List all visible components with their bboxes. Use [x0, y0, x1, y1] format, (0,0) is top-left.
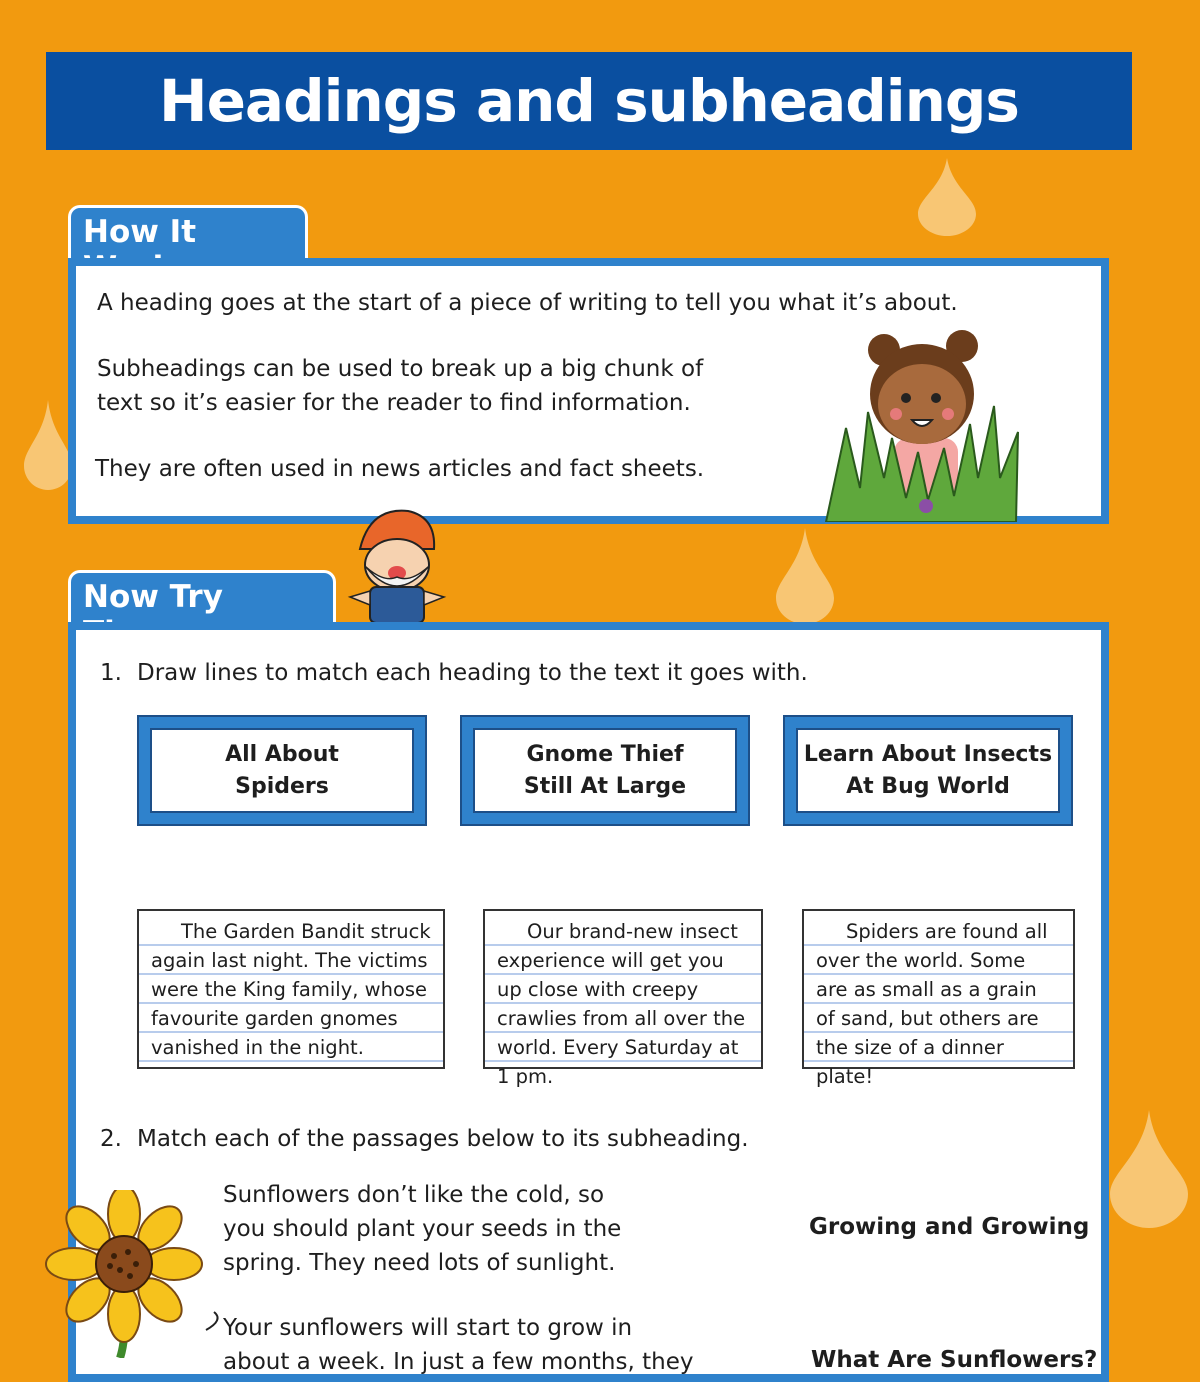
title-banner [46, 52, 1132, 150]
explanation-subheadings-line2: text so it’s easier for the reader to find information. [97, 390, 691, 416]
question1-number: 1. [100, 660, 122, 686]
droplet-decoration [776, 528, 834, 624]
heading-text: Gnome Thief Still At Large [473, 728, 737, 813]
how-it-works-content [76, 266, 1101, 516]
heading-box[interactable] [137, 715, 427, 826]
question2-prompt: Match each of the passages below to its subheading. [137, 1126, 749, 1152]
heading-text: Learn About Insects At Bug World [796, 728, 1060, 813]
explanation-heading: A heading goes at the start of a piece of writing to tell you what it’s about. [97, 290, 958, 316]
sunflower-passage2-line1: Your sunflowers will start to grow in [223, 1315, 633, 1341]
how-it-works-tab: How It [68, 205, 308, 267]
heading-text: All About Spiders [150, 728, 414, 813]
droplet-decoration [918, 158, 976, 236]
page-title: Headings and subheadings [159, 67, 1019, 135]
passage-box[interactable] [483, 909, 763, 1088]
question1-prompt: Draw lines to match each heading to the text it goes with. [137, 660, 808, 686]
passage-text: Our brand-new insect experience will get you up close with creepy crawlies from all over the world. Every Saturday at 1 pm. [497, 920, 746, 1088]
heading-box[interactable] [783, 715, 1073, 826]
now-try-these-content [76, 630, 1101, 1374]
sunflower-passage2-line2: about a week. In just a few months, they [223, 1349, 694, 1375]
passage-text: Spiders are found all over the world. Some are as small as a grain of sand, but others are the size of a dinner plate! [816, 920, 1048, 1088]
explanation-usage: They are often used in news articles and fact sheets. [95, 456, 705, 482]
passage-box[interactable] [137, 909, 445, 1069]
question2-number: 2. [100, 1126, 122, 1152]
droplet-decoration [1110, 1110, 1188, 1228]
explanation-subheadings-line1: Subheadings can be used to break up a big chunk of [97, 356, 704, 382]
sunflower-passage1-line1: Sunflowers don’t like the cold, so [223, 1182, 605, 1208]
passage-text: The Garden Bandit struck again last night. The victims were the King family, whose favourite garden gnomes vanished in the night. [151, 920, 431, 1059]
how-it-works-panel [68, 258, 1109, 524]
subheading-option[interactable]: Growing and Growing [809, 1214, 1090, 1240]
sunflower-illustration [28, 1190, 228, 1358]
heading-box[interactable] [460, 715, 750, 826]
passage-box[interactable] [802, 909, 1075, 1088]
girl-in-grass-illustration [822, 328, 1022, 522]
sunflower-passage1-line3: spring. They need lots of sunlight. [223, 1250, 616, 1276]
now-try-these-tab: Now Try [68, 570, 336, 632]
subheading-option[interactable]: What Are Sunflowers? [811, 1347, 1098, 1373]
gnome-illustration [340, 505, 450, 623]
sunflower-passage1-line2: you should plant your seeds in the [223, 1216, 622, 1242]
droplet-decoration [24, 400, 72, 490]
